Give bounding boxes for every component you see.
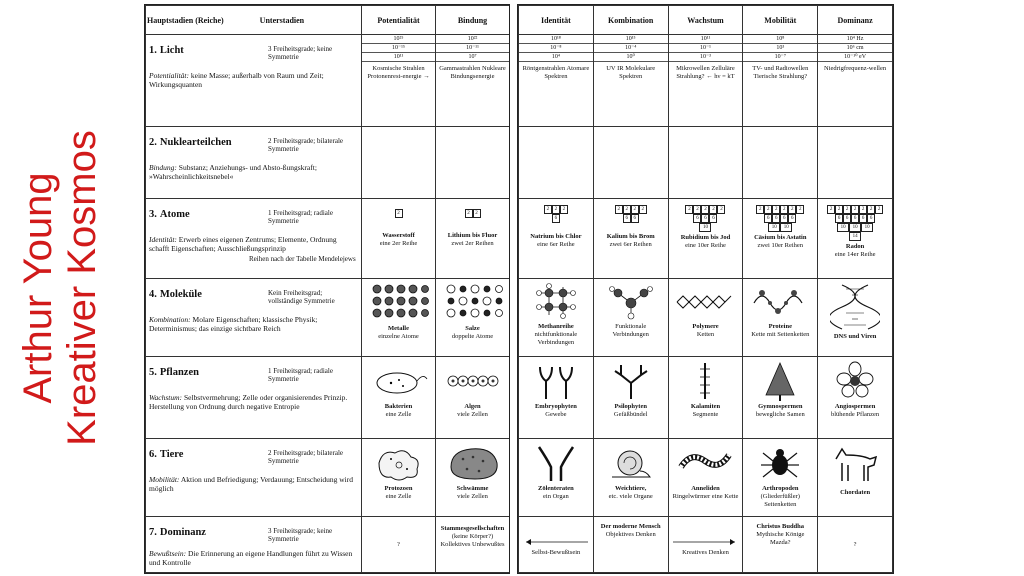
stage-cell xyxy=(146,357,362,439)
annelid-worm-icon xyxy=(677,443,733,483)
bind-text: viele Zellen xyxy=(457,411,488,418)
scale-cm: 10⁻¹¹ xyxy=(436,44,509,53)
pot-text: eine 2er Reihe xyxy=(379,240,418,247)
spectrum-cell: 10¹⁵ 10⁻⁴ 10⁰ UV IR Molekulare Spektren xyxy=(593,35,668,127)
bind-text: viele Zellen xyxy=(457,493,488,500)
pot-cell xyxy=(362,517,436,573)
scale-cm: 10⁻¹⁵ xyxy=(362,44,435,53)
pot-text: Kosmische Strahlen Protonenrest-energie → xyxy=(367,65,430,80)
pot-text: einzelne Atome xyxy=(378,333,419,340)
stage-title: 6. Tiere xyxy=(149,449,184,460)
plant-cell: Angiospermen blühende Pflanzen xyxy=(818,357,893,439)
table-row xyxy=(519,127,893,199)
atom-cell: 2 2 2 2 6 6 Kalium bis Brom zwei 6er Reihen xyxy=(593,199,668,279)
empty-cell xyxy=(668,127,743,199)
molecule-cell: Methanreihe nichtfunktionale Verbindungen xyxy=(519,279,594,357)
bind-bold: Schwämme xyxy=(456,485,489,492)
right-table xyxy=(518,5,893,573)
molecule-cell: Proteine Kette mit Seitenketten xyxy=(743,279,818,357)
table-row xyxy=(146,439,510,517)
stage-sub: 1 Freiheitsgrad; radiale Symmetrie xyxy=(268,367,333,383)
stage-title: 1. Licht xyxy=(149,45,184,56)
stage-cell xyxy=(146,279,362,357)
pot-text: eine Zelle xyxy=(385,493,412,500)
table-row xyxy=(519,517,893,573)
header-bind: Bindung xyxy=(436,6,510,35)
pot-cell xyxy=(362,35,436,127)
calamite-icon xyxy=(680,361,730,401)
stage-title: 2. Nuklearteilchen xyxy=(149,137,232,148)
left-table xyxy=(145,5,510,573)
pot-cell xyxy=(362,199,436,279)
spectrum-cell: 10⁴ Hz 10⁶ cm 10⁻¹⁰ eV Niedrigfrequenz-wellen xyxy=(818,35,893,127)
plant-cell: Embryophyten Gewebe xyxy=(519,357,594,439)
table-row xyxy=(146,199,510,279)
shell-diagram: 2 xyxy=(365,209,432,218)
header-mobilitaet: Mobilität xyxy=(743,6,818,35)
animal-cell: Arthropoden (Gliederfüßler) Seitenketten xyxy=(743,439,818,517)
plant-cell: Psilophyten Gefäßbündel xyxy=(593,357,668,439)
protein-chain-icon xyxy=(750,283,810,321)
bind-cell xyxy=(436,35,510,127)
header-stage-label: Hauptstadien (Reiche) xyxy=(147,15,224,25)
molecule-cell: Funktionale Verbindungen xyxy=(593,279,668,357)
header-stage xyxy=(146,6,362,35)
pot-cell xyxy=(362,127,436,199)
bind-cell xyxy=(436,199,510,279)
stage-cell xyxy=(146,127,362,199)
stage-desc: Bindung: Substanz; Anziehungs- und Absto-ßungskraft; »Wahrscheinlichkeitsnebel« xyxy=(149,163,317,181)
spectrum-cell: 10¹⁸ 10⁻⁸ 10⁴ Röntgenstrahlen Atomare Spektren xyxy=(519,35,594,127)
dominance-cell: Selbst-Bewußtsein xyxy=(519,517,594,573)
spider-icon xyxy=(755,443,805,483)
stage-sub: 2 Freiheitsgrade; bilaterale Symmetrie xyxy=(268,137,344,153)
header-identitaet: Identität xyxy=(519,6,594,35)
arrow-left-icon xyxy=(524,537,588,547)
table-row xyxy=(146,127,510,199)
arrow-right-icon xyxy=(673,537,737,547)
bind-cell xyxy=(436,439,510,517)
stage-sub: 3 Freiheitsgrade; keine Symmetrie xyxy=(268,527,333,543)
table-row xyxy=(519,35,893,127)
atom-cell: 2 2 2 6 Natrium bis Chlor eine 6er Reihe xyxy=(519,199,594,279)
pot-bold: Wasserstoff xyxy=(382,232,415,239)
salt-lattice-icon xyxy=(443,283,503,323)
metal-lattice-icon xyxy=(369,283,429,323)
dominance-cell: Christus Buddha Mythische Könige Mazda? xyxy=(743,517,818,573)
functional-molecule-icon xyxy=(606,283,656,321)
shell-diagram: 2 2 xyxy=(439,209,506,218)
amoeba-icon xyxy=(369,443,429,483)
flower-icon xyxy=(830,361,880,401)
plant-cell: Kalamiten Segmente xyxy=(668,357,743,439)
stage-title: 5. Pflanzen xyxy=(149,367,199,378)
bind-cell xyxy=(436,517,510,573)
animal-cell: Chordaten xyxy=(818,439,893,517)
bind-cell xyxy=(436,357,510,439)
empty-cell xyxy=(818,127,893,199)
atom-cell: 2 2 2 2 2 2 6 6 6 6 10 10 Cäsium bis Astatin zwei 10er Reihen xyxy=(743,199,818,279)
bind-bold: Salze xyxy=(465,325,480,332)
shell-diagram: 2 2 2 2 2 2 6 6 6 6 10 10 xyxy=(746,205,814,232)
spectrum-cell: 10¹¹ 10⁻¹ 10⁻³ Mikrowellen Zelluläre Strahlung? ← hν = kT xyxy=(668,35,743,127)
plant-cell: Gymnospermen bewegliche Samen xyxy=(743,357,818,439)
header-kombination: Kombination xyxy=(593,6,668,35)
shell-diagram: 2 2 2 2 2 6 6 6 10 xyxy=(672,205,740,232)
table-row xyxy=(519,199,893,279)
right-page xyxy=(517,4,894,574)
animal-cell: Weichtiere, etc. viele Organe xyxy=(593,439,668,517)
table-row xyxy=(519,439,893,517)
spectrum-cell: 10⁸ 10³ 10⁻⁷ TV- und Radiowellen Tierische Strahlung? xyxy=(743,35,818,127)
snail-icon xyxy=(606,443,656,483)
header-sub-label: Unterstadien xyxy=(259,15,305,25)
shell-diagram: 2 2 2 6 xyxy=(522,205,590,223)
algae-icon xyxy=(443,361,503,401)
bind-cell xyxy=(436,279,510,357)
stage-desc: Mobilität: Aktion und Befriedigung; Verdauung; Entscheidung wird möglich xyxy=(149,475,354,493)
dominance-cell: ? xyxy=(818,517,893,573)
stage-sub: Kein Freiheitsgrad; vollständige Symmetrie xyxy=(268,289,335,305)
bind-bold: Algen xyxy=(464,403,481,410)
scale-ev: 10¹¹ xyxy=(362,53,435,62)
bind-text: Gammastrahlen Nukleare Bindungsenergie xyxy=(439,65,506,80)
stage-title: 7. Dominanz xyxy=(149,527,206,538)
dominance-cell: Kreatives Denken xyxy=(668,517,743,573)
table-row xyxy=(519,357,893,439)
pot-cell xyxy=(362,279,436,357)
stage-cell xyxy=(146,517,362,573)
side-title-text xyxy=(16,130,104,446)
atom-cell: 2 2 2 2 2 6 6 6 10 Rubidium bis Jod eine 10er Reihe xyxy=(668,199,743,279)
bind-text: (keine Körper?) Kollektives Unbewußtes xyxy=(440,533,505,548)
bind-bold: Lithium bis Fluor xyxy=(447,232,498,239)
shell-diagram: 2 2 2 2 6 6 xyxy=(597,205,665,223)
pot-bold: Metalle xyxy=(388,325,409,332)
side-title-line1: Arthur Young xyxy=(16,172,60,404)
dna-helix-icon xyxy=(830,283,880,331)
stage-desc: Bewußtsein: Die Erinnerung an eigene Handlungen führt zu Wissen und Kontrolle xyxy=(149,549,353,567)
embryophyte-icon xyxy=(531,361,581,401)
pot-cell xyxy=(362,439,436,517)
table-row xyxy=(146,279,510,357)
methane-molecule-icon xyxy=(531,283,581,321)
table-row xyxy=(146,357,510,439)
animal-cell: Zölenteraten ein Organ xyxy=(519,439,594,517)
conifer-tree-icon xyxy=(755,361,805,401)
shell-diagram: 2 2 2 2 2 2 2 6 6 6 6 6 10 10 10 14 xyxy=(821,205,889,241)
scale-hz: 10²⁵ xyxy=(362,35,435,44)
stage-sub: 2 Freiheitsgrade; bilaterale Symmetrie xyxy=(268,449,344,465)
sponge-icon xyxy=(443,443,503,483)
coelenterate-icon xyxy=(531,443,581,483)
side-title xyxy=(0,0,120,576)
stage-cell xyxy=(146,199,362,279)
bacterium-icon xyxy=(369,361,429,401)
stage-cell xyxy=(146,35,362,127)
dominance-cell: Der moderne Mensch Objektives Denken xyxy=(593,517,668,573)
stage-desc: Potentialität: keine Masse; außerhalb von Raum und Zeit; Wirkungsquanten xyxy=(149,71,324,89)
empty-cell xyxy=(743,127,818,199)
pot-bold: Bakterien xyxy=(384,403,413,410)
molecule-cell: Polymere Ketten xyxy=(668,279,743,357)
stage-title: 3. Atome xyxy=(149,209,190,220)
side-title-line2: Kreativer Kosmos xyxy=(60,130,104,446)
bind-text: doppelte Atome xyxy=(451,333,494,340)
scale-ev: 10⁷ xyxy=(436,53,509,62)
stage-extra: Reihen nach der Tabelle Mendelejews xyxy=(249,255,356,263)
table-row xyxy=(519,279,893,357)
horse-icon xyxy=(828,443,882,487)
pot-cell xyxy=(362,357,436,439)
psilophyte-icon xyxy=(606,361,656,401)
pot-text: ? xyxy=(397,540,400,548)
stage-sub: 3 Freiheitsgrade; keine Symmetrie xyxy=(268,45,333,61)
pot-bold: Protozoen xyxy=(384,485,413,492)
table-row xyxy=(146,35,510,127)
pot-text: eine Zelle xyxy=(385,411,412,418)
animal-cell: Anneliden Ringelwürmer eine Kette xyxy=(668,439,743,517)
bind-text: zwei 2er Reihen xyxy=(451,240,494,247)
left-page xyxy=(144,4,510,574)
polymer-chain-icon xyxy=(675,283,735,321)
stage-sub: 1 Freiheitsgrad; radiale Symmetrie xyxy=(268,209,333,225)
stage-desc: Kombination: Molare Eigenschaften; klassische Physik; Determinismus; das einzige sichtbare Reich xyxy=(149,315,318,333)
bind-bold: Stammesgesellschaften xyxy=(440,525,505,532)
header-wachstum: Wachstum xyxy=(668,6,743,35)
bind-cell xyxy=(436,127,510,199)
scale-hz: 10²² xyxy=(436,35,509,44)
molecule-cell: DNS und Viren xyxy=(818,279,893,357)
empty-cell xyxy=(593,127,668,199)
stage-desc: Identität: Erwerb eines eigenen Zentrums; Elemente, Ordnung schafft Eigenschaften; Ausschließungsprinzip xyxy=(149,235,337,253)
empty-cell xyxy=(519,127,594,199)
stage-cell xyxy=(146,439,362,517)
header-dominanz: Dominanz xyxy=(818,6,893,35)
table-row xyxy=(146,517,510,573)
stage-title: 4. Moleküle xyxy=(149,289,202,300)
stage-desc: Wachstum: Selbstvermehrung; Zelle oder organisierendes Prinzip. Herstellung von Ordnung durch negative Entropie xyxy=(149,393,348,411)
atom-cell: 2 2 2 2 2 2 2 6 6 6 6 6 10 10 10 14 Radon eine 14er Reihe xyxy=(818,199,893,279)
header-pot: Potentialität xyxy=(362,6,436,35)
